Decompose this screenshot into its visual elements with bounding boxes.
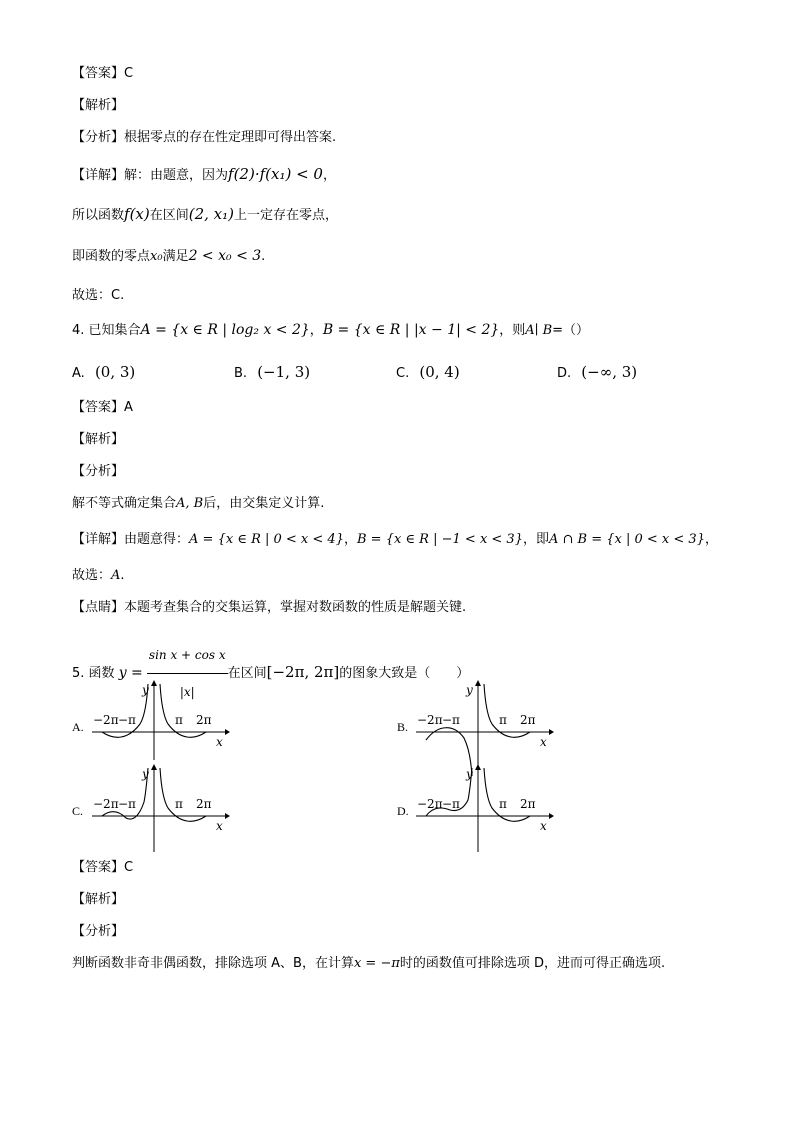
tick-neg2pi: −2π	[93, 797, 119, 811]
option-value: (−∞, 3)	[581, 363, 638, 381]
line3-ineq: 2 < x₀ < 3	[188, 248, 262, 264]
detail-sep: ，	[343, 532, 357, 547]
line3-x0: x₀	[150, 249, 163, 264]
q4-set-b: B = {x ∈ R | |x − 1| < 2}	[322, 322, 500, 338]
q3-line2	[72, 204, 338, 226]
fenxi-tag: 【分析】	[72, 130, 125, 145]
answer-value: A	[124, 400, 133, 415]
tick-neg2pi: −2π	[93, 713, 119, 727]
graph-d-label: D.	[397, 804, 409, 818]
option-value: (0, 3)	[94, 363, 136, 381]
answer-tag: 【答案】	[72, 66, 125, 81]
q5-fenxi-tag: 【分析】	[72, 924, 125, 939]
line2-prefix: 所以函数	[72, 208, 125, 223]
option-label: C.	[396, 366, 410, 381]
fraction-denominator: |x|	[179, 685, 195, 699]
option-value: (0, 4)	[419, 363, 460, 381]
tick-negpi: −π	[442, 797, 460, 811]
graph-c	[90, 764, 230, 852]
answer-value: C	[124, 860, 134, 875]
q5-answer-line	[72, 858, 133, 878]
curve-right	[484, 684, 530, 737]
detail-text: 解：由题意，因为	[124, 168, 229, 183]
option-label: B.	[234, 366, 248, 381]
fenxi-text: 根据零点的存在性定理即可得出答案.	[124, 130, 337, 145]
q4-stem-expr: A∣ B	[525, 323, 553, 338]
q4-fenxi-line	[72, 494, 324, 514]
detail-end: ，	[322, 168, 336, 183]
tick-negpi: −π	[442, 713, 460, 727]
q3-choose: 故选：C.	[72, 288, 125, 303]
tick-2pi: 2π	[196, 797, 212, 811]
line3-prefix: 即函数的零点	[72, 249, 151, 264]
q4-analysis-tag: 【解析】	[72, 432, 125, 447]
x-axis-arrow	[225, 729, 230, 735]
comment-text: 本题考查集合的交集运算，掌握对数函数的性质是解题关键.	[124, 600, 467, 615]
tick-pi: π	[499, 713, 507, 727]
q5-analysis-tag: 【解析】	[72, 892, 125, 907]
y-axis-arrow	[151, 764, 157, 770]
tick-neg2pi: −2π	[417, 713, 443, 727]
curve-right	[484, 768, 530, 821]
q5-stem-prefix: 5. 函数	[72, 666, 115, 681]
detail-tag: 【详解】	[72, 532, 125, 547]
x-axis-label: x	[540, 735, 547, 749]
y-axis-label: y	[142, 767, 149, 781]
line2-interval: (2, x₁)	[188, 205, 235, 223]
tick-2pi: 2π	[196, 713, 212, 727]
q4-option-a	[72, 362, 135, 384]
option-value: (−1, 3)	[257, 363, 311, 381]
fenxi-suffix: 后，由交集定义计算.	[203, 496, 325, 511]
y-axis-label: y	[466, 683, 473, 697]
curve-right	[160, 768, 206, 821]
detail-set-a: A = {x ∈ R | 0 < x < 4}	[189, 532, 344, 547]
y-axis-label: y	[142, 683, 149, 697]
q3-detail-line	[72, 164, 336, 186]
detail-formula: f(2)·f(x₁) < 0	[228, 165, 323, 183]
choose-value: A	[111, 568, 121, 583]
q4-fenxi-tag: 【分析】	[72, 464, 125, 479]
answer-tag: 【答案】	[72, 400, 125, 415]
tick-neg2pi: −2π	[417, 797, 443, 811]
q4-option-c	[396, 362, 460, 384]
y-axis-label: y	[466, 767, 473, 781]
curve-right	[160, 684, 206, 737]
q4-stem	[72, 320, 589, 341]
x-axis-arrow	[549, 729, 554, 735]
comment-tag: 【点睛】	[72, 600, 125, 615]
line2-suffix: 上一定存在零点，	[234, 208, 339, 223]
q3-analysis-tag: 【解析】	[72, 98, 125, 113]
q4-stem-prefix: 4. 已知集合	[72, 323, 141, 338]
q4-sep: ，	[309, 323, 323, 338]
answer-value: C	[124, 66, 134, 81]
x-axis-label: x	[540, 819, 547, 833]
q3-answer-line	[72, 64, 133, 84]
fenxi-suffix: 时的函数值可排除选项 D，进而可得正确选项.	[399, 956, 666, 971]
q4-detail-line	[72, 530, 718, 550]
x-axis-label: x	[216, 735, 223, 749]
detail-tag: 【详解】	[72, 168, 125, 183]
graph-d	[414, 764, 554, 852]
y-axis-arrow	[151, 680, 157, 686]
fenxi-prefix: 解不等式确定集合	[72, 496, 177, 511]
detail-set-b: B = {x ∈ R | −1 < x < 3}	[356, 532, 523, 547]
answer-tag: 【答案】	[72, 860, 125, 875]
choose-prefix: 故选：	[72, 568, 112, 583]
line3-mid: 满足	[162, 249, 189, 264]
x-axis-arrow	[549, 813, 554, 819]
q3-line3	[72, 246, 265, 267]
tick-pi: π	[499, 797, 507, 811]
q5-interval: [−2π, 2π]	[266, 663, 340, 681]
fenxi-prefix: 判断函数非奇非偶函数，排除选项 A、B，在计算	[72, 956, 354, 971]
q5-stem-suffix: 的图象大致是（ ）	[339, 666, 470, 681]
fraction-numerator: sin x + cos x	[147, 638, 228, 674]
q4-stem-suffix: =（）	[552, 323, 590, 338]
tick-2pi: 2π	[520, 797, 536, 811]
q4-stem-mid: ，则	[499, 323, 526, 338]
q4-answer-line	[72, 398, 133, 418]
line2-fx: f(x)	[124, 205, 150, 223]
y-axis-arrow	[475, 764, 481, 770]
q4-option-d	[557, 362, 637, 384]
detail-intersection: A ∩ B = {x | 0 < x < 3}	[549, 532, 705, 547]
choose-end: .	[120, 568, 125, 583]
fenxi-expr: x = −π	[353, 956, 400, 971]
q4-choose	[72, 566, 125, 586]
graph-a	[90, 680, 230, 760]
option-label: A.	[72, 366, 85, 381]
tick-2pi: 2π	[520, 713, 536, 727]
q5-stem-mid: 在区间	[227, 666, 267, 681]
detail-end: ，	[704, 532, 718, 547]
graph-c-label: C.	[72, 804, 84, 818]
x-axis-label: x	[216, 819, 223, 833]
tick-pi: π	[175, 713, 183, 727]
line3-end: .	[261, 249, 266, 264]
line2-mid: 在区间	[149, 208, 189, 223]
y-axis-arrow	[475, 680, 481, 686]
q4-set-a: A = {x ∈ R | log₂ x < 2}	[140, 322, 310, 338]
graph-b-label: B.	[397, 720, 409, 734]
x-axis-arrow	[225, 813, 230, 819]
q5-fenxi-line	[72, 954, 665, 974]
q5-y-eq: y =	[118, 665, 143, 681]
q4-comment-line	[72, 598, 466, 618]
fenxi-sets: A, B	[176, 496, 204, 511]
tick-negpi: −π	[118, 713, 136, 727]
tick-pi: π	[175, 797, 183, 811]
tick-negpi: −π	[118, 797, 136, 811]
option-label: D.	[557, 366, 572, 381]
q4-option-b	[234, 362, 310, 384]
detail-prefix: 由题意得：	[124, 532, 190, 547]
detail-mid: ，即	[522, 532, 549, 547]
graph-a-label: A.	[72, 720, 84, 734]
q3-fenxi-line	[72, 128, 336, 148]
